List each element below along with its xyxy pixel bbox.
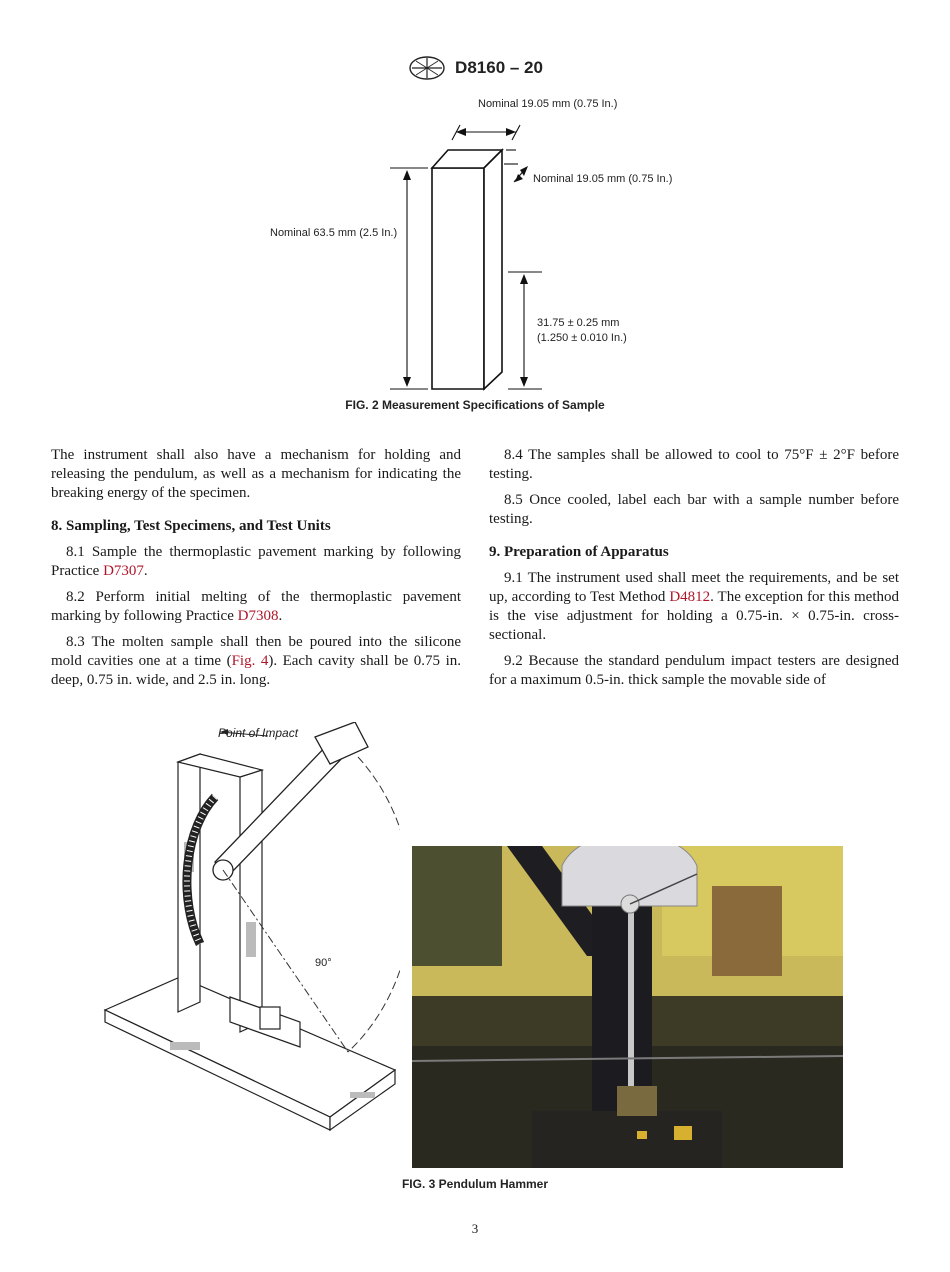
pendulum-drawing — [100, 722, 400, 1174]
paragraph-8-3-text: 8.3 The molten sample shall then be poured into the silicone mold cavities one at a time ( — [51, 634, 461, 669]
paragraph-9-1 — [489, 569, 899, 645]
figure-2-caption: FIG. 2 Measurement Specifications of Sample — [345, 398, 605, 412]
intro-paragraph: The instrument shall also have a mechanism for holding and releasing the pendulum, as well as a mechanism for indicating the breaking energy of the specimen. — [51, 447, 461, 501]
half-height-label-in: (1.250 ± 0.010 In.) — [537, 332, 627, 344]
figure-3-caption: FIG. 3 Pendulum Hammer — [401, 1177, 549, 1191]
paragraph-8-1 — [51, 543, 461, 581]
paragraph-8-1-end: . — [143, 563, 148, 579]
page-header — [0, 55, 950, 81]
standard-code: D8160 – 20 — [455, 58, 543, 77]
paragraph-8-1-text: 8.1 Sample the thermoplastic pavement marking by following Practice — [51, 544, 461, 579]
astm-logo-icon — [407, 55, 447, 81]
paragraph-8-4: 8.4 The samples shall be allowed to cool to 75°F ± 2°F before testing. — [489, 447, 899, 482]
section-9-heading: 9. Preparation of Apparatus — [489, 544, 669, 560]
section-8-heading: 8. Sampling, Test Specimens, and Test Units — [51, 518, 331, 534]
link-fig-4[interactable]: Fig. 4 — [231, 653, 269, 669]
angle-label: 90° — [315, 957, 332, 969]
pendulum-line-drawing — [100, 722, 400, 1174]
paragraph-8-3 — [51, 633, 461, 690]
paragraph-9-1-text: 9.1 The instrument used shall meet the requirements, and be set up, according to Test Method — [489, 570, 899, 605]
height-label: Nominal 63.5 mm (2.5 In.) — [270, 227, 398, 239]
point-of-impact-label: Point of Impact — [218, 726, 299, 740]
link-d7307[interactable]: D7307 — [103, 563, 144, 579]
paragraph-8-3-end: ). Each cavity shall be 0.75 in. deep, 0.75 in. wide, and 2.5 in. long. — [51, 653, 461, 688]
paragraph-9-1-end: . The exception for this method is the vise adjustment for holding a 0.75-in. × 0.75-in. cross-sectional. — [489, 589, 899, 643]
half-height-label-mm: 31.75 ± 0.25 mm — [537, 317, 620, 329]
paragraph-8-2-end: . — [278, 608, 283, 624]
paragraph-8-2-text: 8.2 Perform initial melting of the thermoplastic pavement marking by following Practice — [51, 589, 461, 624]
figure-2 — [260, 92, 700, 397]
depth-label: Nominal 19.05 mm (0.75 In.) — [533, 173, 673, 185]
page-number: 3 — [471, 1221, 479, 1236]
pendulum-photo — [412, 846, 843, 1168]
link-d7308[interactable]: D7308 — [237, 608, 279, 624]
link-d4812[interactable]: D4812 — [669, 589, 711, 605]
paragraph-9-2: 9.2 Because the standard pendulum impact testers are designed for a maximum 0.5-in. thick sample the movable side of — [489, 653, 899, 688]
paragraph-8-2 — [51, 588, 461, 626]
left-column — [51, 446, 461, 697]
top-width-label: Nominal 19.05 mm (0.75 In.) — [478, 98, 618, 110]
right-column — [489, 446, 899, 697]
paragraph-8-5: 8.5 Once cooled, label each bar with a sample number before testing. — [489, 492, 899, 527]
sample-block-diagram — [260, 92, 700, 397]
lab-photo-illustration — [412, 846, 843, 1168]
